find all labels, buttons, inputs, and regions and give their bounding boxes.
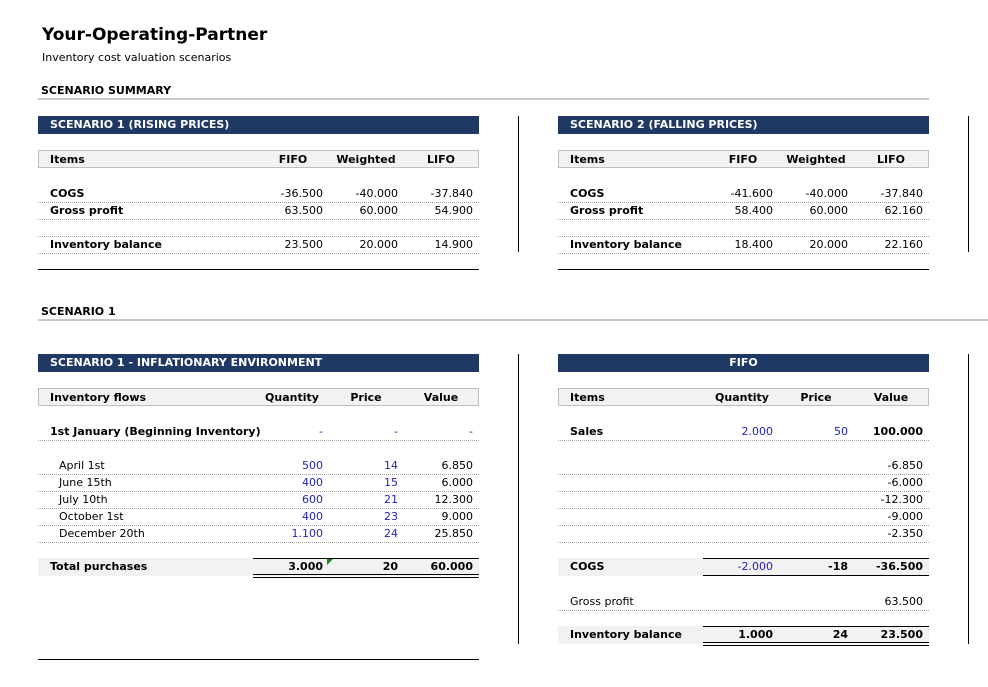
page-subtitle: Inventory cost valuation scenarios — [42, 51, 232, 64]
inventory-balance-qty: 1.000 — [738, 628, 773, 641]
inventory-balance-price: 24 — [832, 628, 848, 641]
row-divider — [558, 542, 929, 543]
page-title: Your-Operating-Partner — [42, 25, 268, 45]
inflationary-title: SCENARIO 1 - INFLATIONARY ENVIRONMENT — [38, 354, 479, 372]
summary-divider — [38, 98, 929, 100]
cogs-label: COGS — [570, 560, 605, 573]
summary-separator-2 — [968, 116, 969, 252]
purchase-value: 6.000 — [441, 476, 473, 489]
table-bottom-rule — [38, 269, 479, 270]
col-header-quantity: Quantity — [715, 391, 769, 404]
col-header-inventory-flows: Inventory flows — [50, 391, 147, 404]
beginning-inventory-label: 1st January (Beginning Inventory) — [50, 425, 261, 438]
s1-cogs-lifo: -37.840 — [430, 187, 473, 200]
s2-gp-fifo: 58.400 — [734, 204, 773, 217]
s1-inv-weighted: 20.000 — [359, 238, 398, 251]
purchase-date: December 20th — [59, 527, 145, 540]
purchase-qty: 400 — [302, 476, 323, 489]
cost-layer-value: -6.850 — [887, 459, 923, 472]
total-purchases-label: Total purchases — [50, 560, 148, 573]
summary-s2-title: SCENARIO 2 (FALLING PRICES) — [558, 116, 929, 134]
cost-layer-value: -2.350 — [887, 527, 923, 540]
summary-s1-header — [38, 150, 479, 168]
cogs-bottom-rule — [703, 575, 929, 576]
purchase-value: 6.850 — [441, 459, 473, 472]
col-header-quantity: Quantity — [265, 391, 319, 404]
scenario-separator-1 — [518, 354, 519, 644]
s1-cogs-fifo: -36.500 — [280, 187, 323, 200]
row-label-gross-profit: Gross profit — [570, 204, 644, 217]
purchase-qty: 1.100 — [291, 527, 323, 540]
s2-gp-weighted: 60.000 — [809, 204, 848, 217]
purchase-price: 23 — [384, 510, 398, 523]
col-header-items: Items — [50, 153, 85, 166]
row-divider — [38, 542, 479, 543]
scenario-separator-2 — [968, 354, 969, 644]
inventory-double-rule — [703, 642, 929, 646]
cost-layer-value: -12.300 — [880, 493, 923, 506]
purchase-qty: 500 — [302, 459, 323, 472]
col-header-items: Items — [570, 153, 605, 166]
sales-label: Sales — [570, 425, 604, 438]
col-header-weighted: Weighted — [786, 153, 846, 166]
s2-cogs-weighted: -40.000 — [805, 187, 848, 200]
total-double-rule — [253, 574, 479, 578]
row-divider — [558, 610, 929, 611]
cogs-qty: -2.000 — [737, 560, 773, 573]
s1-gp-weighted: 60.000 — [359, 204, 398, 217]
gross-profit-label: Gross profit — [570, 595, 634, 608]
purchase-value: 9.000 — [441, 510, 473, 523]
purchase-qty: 600 — [302, 493, 323, 506]
row-divider — [38, 440, 479, 441]
s2-inv-fifo: 18.400 — [734, 238, 773, 251]
col-header-value: Value — [423, 391, 459, 404]
sales-price: 50 — [834, 425, 848, 438]
sales-value: 100.000 — [872, 425, 923, 438]
beginning-qty: - — [319, 425, 323, 438]
s2-gp-lifo: 62.160 — [884, 204, 923, 217]
s2-inv-lifo: 22.160 — [884, 238, 923, 251]
cogs-price: -18 — [828, 560, 848, 573]
row-divider — [38, 219, 479, 220]
sales-qty: 2.000 — [741, 425, 773, 438]
s1-cogs-weighted: -40.000 — [355, 187, 398, 200]
row-label-cogs: COGS — [50, 187, 85, 200]
beginning-value: - — [469, 425, 473, 438]
summary-heading: SCENARIO SUMMARY — [41, 84, 172, 97]
fifo-title: FIFO — [558, 354, 929, 372]
total-purchases-value: 60.000 — [430, 560, 473, 573]
s2-cogs-fifo: -41.600 — [730, 187, 773, 200]
row-divider — [558, 440, 929, 441]
purchase-date: October 1st — [59, 510, 124, 523]
total-purchases-price: 20 — [382, 560, 398, 573]
row-label-inventory-balance: Inventory balance — [50, 238, 162, 251]
beginning-price: - — [394, 425, 398, 438]
scenario1-heading: SCENARIO 1 — [41, 305, 116, 318]
row-label-gross-profit: Gross profit — [50, 204, 124, 217]
total-purchases-qty: 3.000 — [288, 560, 323, 573]
purchase-price: 15 — [384, 476, 398, 489]
inventory-balance-label: Inventory balance — [570, 628, 682, 641]
s1-inv-fifo: 23.500 — [284, 238, 323, 251]
col-header-price: Price — [800, 391, 832, 404]
row-label-cogs: COGS — [570, 187, 605, 200]
purchase-price: 24 — [384, 527, 398, 540]
s1-gp-fifo: 63.500 — [284, 204, 323, 217]
cost-layer-value: -6.000 — [887, 476, 923, 489]
s2-cogs-lifo: -37.840 — [880, 187, 923, 200]
cost-layer-value: -9.000 — [887, 510, 923, 523]
row-divider — [558, 219, 929, 220]
col-header-price: Price — [350, 391, 382, 404]
table-bottom-rule — [558, 269, 929, 270]
row-divider — [558, 253, 929, 254]
purchase-value: 12.300 — [434, 493, 473, 506]
purchase-value: 25.850 — [434, 527, 473, 540]
col-header-weighted: Weighted — [336, 153, 396, 166]
purchase-qty: 400 — [302, 510, 323, 523]
row-label-inventory-balance: Inventory balance — [570, 238, 682, 251]
summary-s1-title: SCENARIO 1 (RISING PRICES) — [38, 116, 479, 134]
purchase-date: June 15th — [59, 476, 112, 489]
cogs-value: -36.500 — [875, 560, 923, 573]
col-header-value: Value — [873, 391, 909, 404]
s1-inv-lifo: 14.900 — [434, 238, 473, 251]
scenario1-divider — [38, 319, 988, 321]
s2-inv-weighted: 20.000 — [809, 238, 848, 251]
col-header-lifo: LIFO — [427, 153, 455, 166]
summary-separator-1 — [518, 116, 519, 252]
row-divider — [38, 253, 479, 254]
purchase-date: April 1st — [59, 459, 105, 472]
s1-gp-lifo: 54.900 — [434, 204, 473, 217]
purchase-price: 21 — [384, 493, 398, 506]
col-header-items: Items — [570, 391, 605, 404]
table-bottom-rule — [38, 659, 479, 660]
col-header-lifo: LIFO — [877, 153, 905, 166]
gross-profit-value: 63.500 — [884, 595, 923, 608]
col-header-fifo: FIFO — [728, 153, 758, 166]
inventory-balance-value: 23.500 — [880, 628, 923, 641]
purchase-date: July 10th — [59, 493, 108, 506]
col-header-fifo: FIFO — [278, 153, 308, 166]
purchase-price: 14 — [384, 459, 398, 472]
